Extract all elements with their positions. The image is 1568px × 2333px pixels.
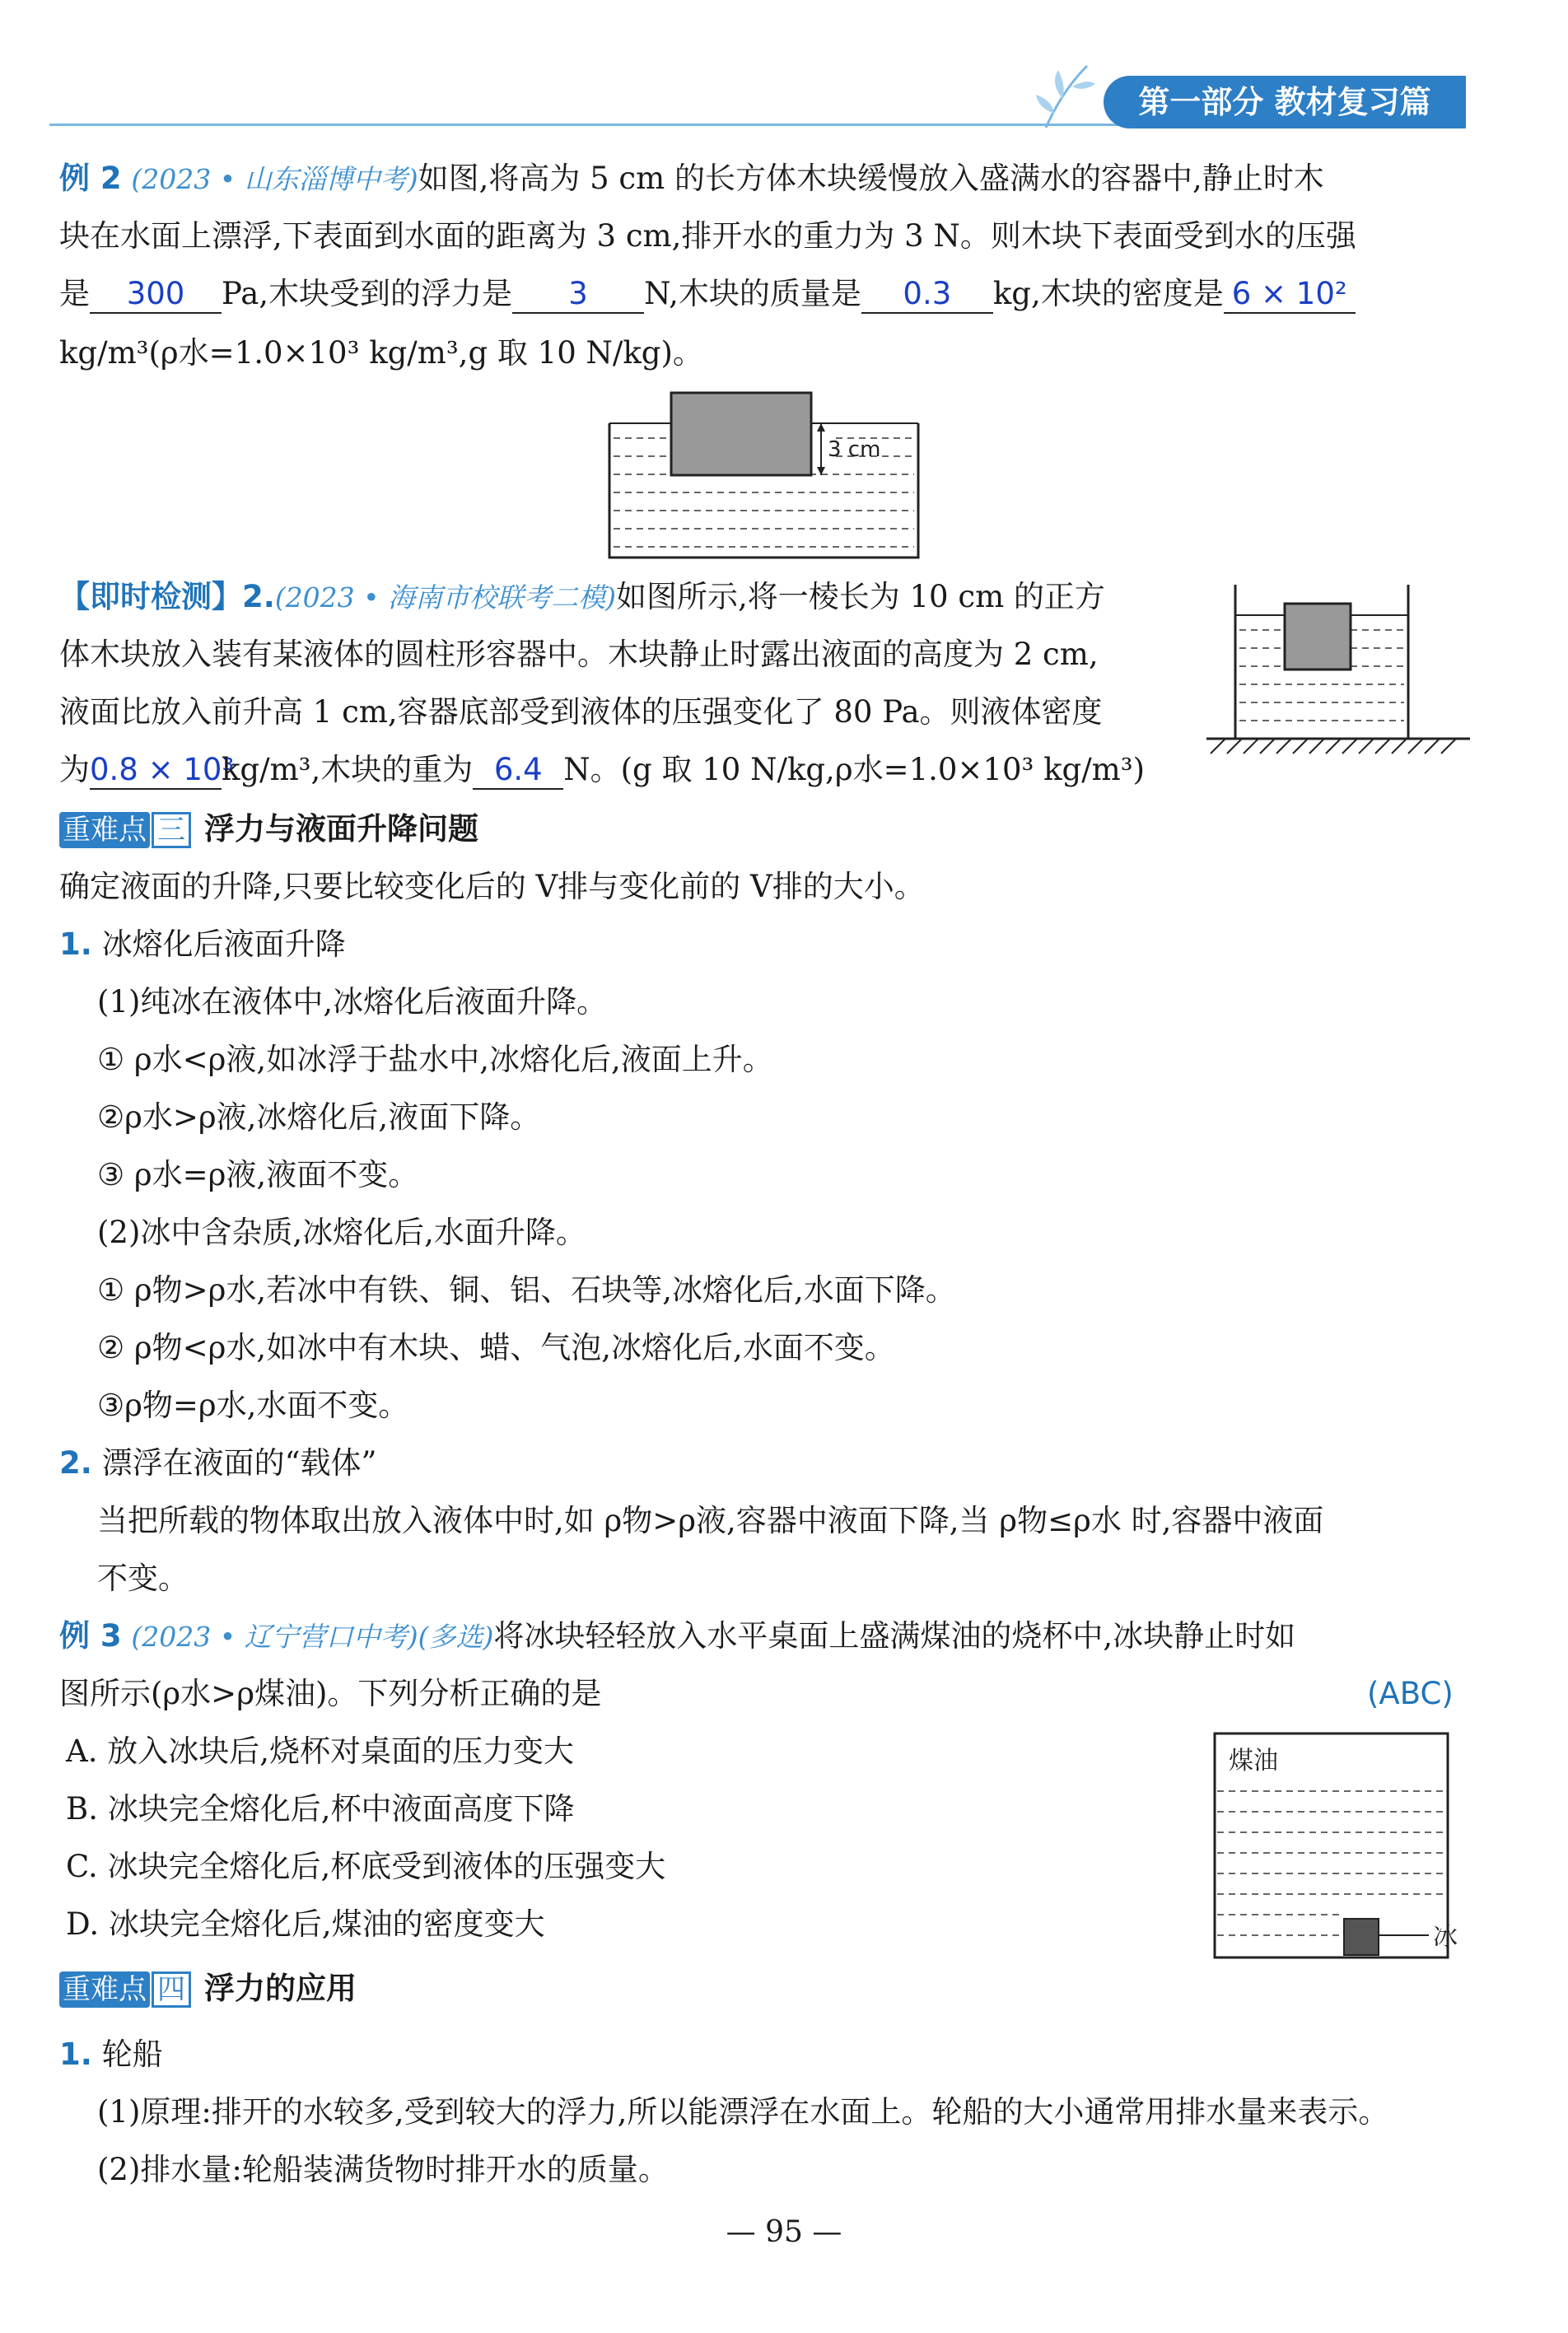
check2-answer-density: 0.8 × 10³ (90, 754, 222, 790)
sec3-heading (59, 809, 478, 850)
sec3-label: 重难点 (59, 812, 150, 848)
sec4-b2: (2)排水量:轮船装满货物时排开水的质量。 (97, 2152, 669, 2187)
check2-text4c: N。(g 取 10 N/kg,ρ水=1.0×10³ kg/m³) (563, 752, 1146, 787)
check2-text4a: 为 (59, 752, 90, 787)
check2-line1 (59, 576, 1105, 618)
check2-figure (1202, 581, 1474, 770)
ex3-option-b: B. 冰块完全熔化后,杯中液面高度下降 (66, 1791, 575, 1827)
check2-text1: 如图所示,将一棱长为 10 cm 的正方 (616, 579, 1105, 614)
sec4-b1: (1)原理:排开的水较多,受到较大的浮力,所以能漂浮在水面上。轮船的大小通常用排水量来表示。 (97, 2094, 1389, 2130)
ex2-text3a: 是 (59, 276, 90, 311)
check2-text4b: kg/m³,木块的重为 (222, 752, 474, 787)
sec4-num: 四 (152, 1971, 191, 2008)
ex2-line1 (59, 158, 1324, 200)
sec3-p1 (59, 924, 346, 965)
sec4-title: 浮力的应用 (204, 1971, 357, 2006)
sec3-p2-line1: 当把所载的物体取出放入液体中时,如 ρ物>ρ液,容器中液面下降,当 ρ物≤ρ水 时,容器中液面 (97, 1503, 1324, 1538)
sec3-p2-title: 漂浮在液面的“载体” (101, 1445, 377, 1481)
wood-cube (1285, 604, 1351, 670)
leaf-decoration-icon (1029, 58, 1112, 132)
check2-line3: 液面比放入前升高 1 cm,容器底部受到液体的压强变化了 80 Pa。则液体密度 (59, 694, 1103, 730)
sec3-intro: 确定液面的升降,只要比较变化后的 V排与变化前的 V排的大小。 (59, 869, 925, 904)
ex3-answer: (ABC) (1367, 1676, 1454, 1711)
sec3-p1-title: 冰熔化后液面升降 (101, 926, 346, 962)
ex3-line1 (59, 1616, 1295, 1658)
ex2-text3b: Pa,木块受到的浮力是 (222, 276, 513, 311)
ex3-option-d: D. 冰块完全熔化后,煤油的密度变大 (66, 1906, 545, 1942)
ex2-source: (2023 • 山东淄博中考) (131, 163, 418, 195)
ex2-answer-buoyancy: 3 (512, 278, 644, 314)
ex2-line4: kg/m³(ρ水=1.0×10³ kg/m³,g 取 10 N/kg)。 (59, 335, 703, 371)
ex2-line2: 块在水面上漂浮,下表面到水面的距离为 3 cm,排开水的重力为 3 N。则木块下表面受到水的压强 (59, 218, 1356, 254)
ex3-fig-ice-label: 冰 (1433, 1923, 1458, 1952)
sec3-a2-1: ① ρ物>ρ水,若冰中有铁、铜、铝、石块等,冰熔化后,水面下降。 (97, 1272, 956, 1308)
ex2-answer-density: 6 × 10² (1224, 278, 1356, 314)
ex2-text3c: N,木块的质量是 (644, 276, 861, 311)
sec3-a1-1: ① ρ水<ρ液,如冰浮于盐水中,冰熔化后,液面上升。 (97, 1042, 773, 1077)
sec3-num: 三 (152, 812, 191, 848)
page-number: — 95 — (726, 2215, 842, 2249)
sec3-a1: (1)纯冰在液体中,冰熔化后液面升降。 (97, 984, 608, 1020)
sec3-a2-3: ③ρ物=ρ水,水面不变。 (97, 1388, 409, 1423)
sec3-p1-num: 1. (59, 926, 92, 962)
sec3-a2: (2)冰中含杂质,冰熔化后,水面升降。 (97, 1215, 586, 1250)
ex3-tag: 例 3 (59, 1618, 122, 1654)
ex2-answer-mass: 0.3 (861, 278, 993, 314)
ice-cube (1344, 1919, 1379, 1955)
sec3-a1-2: ②ρ水>ρ液,冰熔化后,液面下降。 (97, 1099, 541, 1135)
sec3-p2 (59, 1443, 376, 1484)
ex3-line2: 图所示(ρ水>ρ煤油)。下列分析正确的是 (59, 1676, 602, 1711)
sec3-p2-line2: 不变。 (97, 1561, 189, 1596)
ex2-answer-pressure: 300 (90, 278, 222, 314)
sec3-title: 浮力与液面升降问题 (204, 811, 478, 847)
sec3-a2-2: ② ρ物<ρ水,如冰中有木块、蜡、气泡,冰熔化后,水面不变。 (97, 1330, 895, 1365)
check2-source: (2023 • 海南市校联考二模) (274, 581, 616, 614)
ex3-figure (1211, 1729, 1474, 1968)
wood-block (671, 393, 811, 475)
sec3-p2-num: 2. (59, 1445, 92, 1481)
sec3-a1-3: ③ ρ水=ρ液,液面不变。 (97, 1157, 419, 1192)
check2-line4 (59, 749, 1145, 791)
sec4-label: 重难点 (59, 1971, 150, 2008)
ex2-fig-label: 3 cm (828, 437, 881, 462)
ex2-tag: 例 2 (59, 161, 122, 196)
ex3-option-a: A. 放入冰块后,烧杯对桌面的压力变大 (66, 1733, 575, 1769)
ex2-text1: 如图,将高为 5 cm 的长方体木块缓慢放入盛满水的容器中,静止时木 (418, 161, 1324, 196)
sec4-p1-title: 轮船 (101, 2037, 163, 2072)
sec4-p1-num: 1. (59, 2037, 92, 2072)
ex2-text3d: kg,木块的密度是 (992, 276, 1224, 311)
check2-answer-weight: 6.4 (473, 754, 563, 790)
check2-tag: 【即时检测】2. (59, 579, 275, 614)
ex3-fig-oil-label: 煤油 (1229, 1747, 1278, 1775)
ex2-line3 (59, 273, 1356, 315)
ex2-figure (605, 389, 926, 562)
sec4-p1 (59, 2034, 163, 2075)
check2-line2: 体木块放入装有某液体的圆柱形容器中。木块静止时露出液面的高度为 2 cm, (59, 637, 1099, 672)
sec4-heading (59, 1968, 357, 2009)
ex3-option-c: C. 冰块完全熔化后,杯底受到液体的压强变大 (66, 1849, 666, 1884)
ex3-source: (2023 • 辽宁营口中考)(多选) (131, 1621, 494, 1653)
section-header-tab: 第一部分 教材复习篇 (1104, 76, 1466, 128)
ex3-text1: 将冰块轻轻放入水平桌面上盛满煤油的烧杯中,冰块静止时如 (493, 1618, 1296, 1654)
